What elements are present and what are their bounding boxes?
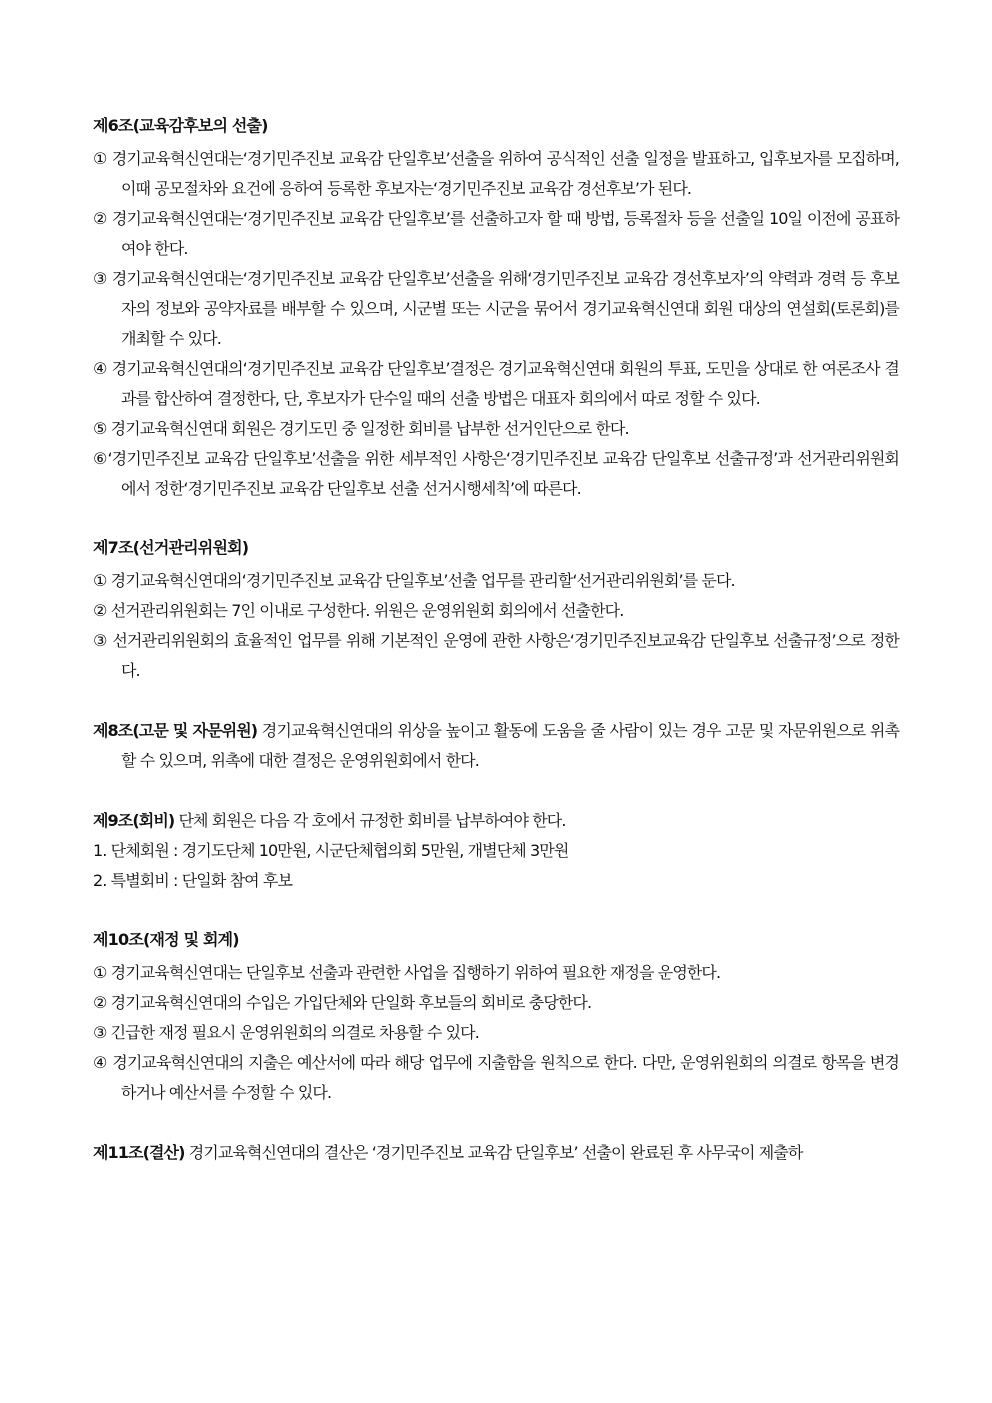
article-8-paragraph [93, 716, 899, 776]
article-7-clause-3: ③ 선거관리위원회의 효율적인 업무를 위해 기본적인 운영에 관한 사항은‘경기민주진보교육감 단일후보 선출규정’으로 정한다. [93, 631, 899, 680]
article-10-clause-4: ④ 경기교육혁신연대의 지출은 예산서에 따라 해당 업무에 지출함을 원칙으로 한다. 다만, 운영위원회의 의결로 항목을 변경하거나 예산서를 수정할 수 있다. [93, 1053, 899, 1102]
article-11-text: 경기교육혁신연대의 결산은 ‘경기민주진보 교육감 단일후보’ 선출이 완료된 후 사무국이 제출하 [184, 1143, 803, 1162]
article-6 [93, 112, 899, 504]
article-10-title: 제10조(재정 및 회계) [93, 930, 239, 949]
article-6-clause-2: ② 경기교육혁신연대는‘경기민주진보 교육감 단일후보’를 선출하고자 할 때 방법, 등록절차 등을 선출일 10일 이전에 공표하여야 한다. [93, 209, 899, 258]
article-10 [93, 926, 899, 1108]
article-7 [93, 534, 899, 686]
article-8 [93, 716, 899, 776]
article-11-paragraph [93, 1138, 899, 1168]
article-6-title: 제6조(교육감후보의 선출) [93, 116, 268, 135]
article-6-clause-1: ① 경기교육혁신연대는‘경기민주진보 교육감 단일후보’선출을 위하여 공식적인 선출 일정을 발표하고, 입후보자를 모집하며, 이때 공모절차와 요건에 응하여 등록한 후보자는‘경기민주진보 교육감 경선후보’가 된다. [93, 149, 899, 198]
article-7-title: 제7조(선거관리위원회) [93, 538, 249, 557]
article-6-clause-6: ⑥‘경기민주진보 교육감 단일후보’선출을 위한 세부적인 사항은‘경기민주진보 교육감 단일후보 선출규정’과 선거관리위원회에서 정한‘경기민주진보 교육감 단일후보 선출 선거시행세칙’에 따른다. [93, 449, 899, 498]
article-11-title: 제11조(결산) [93, 1143, 185, 1162]
article-10-clause-1: ① 경기교육혁신연대는 단일후보 선출과 관련한 사업을 집행하기 위하여 필요한 재정을 운영한다. [93, 963, 721, 982]
article-9-paragraph [93, 806, 899, 836]
article-9-item-1: 1. 단체회원 : 경기도단체 10만원, 시군단체협의회 5만원, 개별단체 3만원 [93, 841, 569, 860]
article-6-clause-3: ③ 경기교육혁신연대는‘경기민주진보 교육감 단일후보’선출을 위해‘경기민주진보 교육감 경선후보자’의 약력과 경력 등 후보자의 정보와 공약자료를 배부할 수 있으며, 시군별 또는 시군을 묶어서 경기교육혁신연대 회원 대상의 연설회(토론회)를 개최할 수 있다. [93, 269, 899, 348]
article-10-clause-3: ③ 긴급한 재정 필요시 운영위원회의 의결로 차용할 수 있다. [93, 1023, 479, 1042]
article-8-title: 제8조(고문 및 자문위원) [93, 721, 258, 740]
article-10-clause-2: ② 경기교육혁신연대의 수입은 가입단체와 단일화 후보들의 회비로 충당한다. [93, 993, 592, 1012]
article-9-text: 단체 회원은 다음 각 호에서 규정한 회비를 납부하여야 한다. [174, 811, 566, 830]
article-9-item-2: 2. 특별회비 : 단일화 참여 후보 [93, 871, 293, 890]
document-page [93, 112, 899, 1198]
article-6-clause-4: ④ 경기교육혁신연대의‘경기민주진보 교육감 단일후보’결정은 경기교육혁신연대 회원의 투표, 도민을 상대로 한 여론조사 결과를 합산하여 결정한다, 단, 후보자가 단수일 때의 선출 방법은 대표자 회의에서 따로 정할 수 있다. [93, 359, 899, 408]
article-9-title: 제9조(회비) [93, 811, 175, 830]
article-11 [93, 1138, 899, 1168]
article-7-clause-2: ② 선거관리위원회는 7인 이내로 구성한다. 위원은 운영위원회 회의에서 선출한다. [93, 601, 624, 620]
article-8-text: 경기교육혁신연대의 위상을 높이고 활동에 도움을 줄 사람이 있는 경우 고문 및 자문위원으로 위촉할 수 있으며, 위촉에 대한 결정은 운영위원회에서 한다. [121, 721, 899, 770]
article-9 [93, 806, 899, 896]
article-7-clause-1: ① 경기교육혁신연대의‘경기민주진보 교육감 단일후보’선출 업무를 관리할‘선거관리위원회’를 둔다. [93, 571, 735, 590]
article-6-clause-5: ⑤ 경기교육혁신연대 회원은 경기도민 중 일정한 회비를 납부한 선거인단으로 한다. [93, 419, 629, 438]
